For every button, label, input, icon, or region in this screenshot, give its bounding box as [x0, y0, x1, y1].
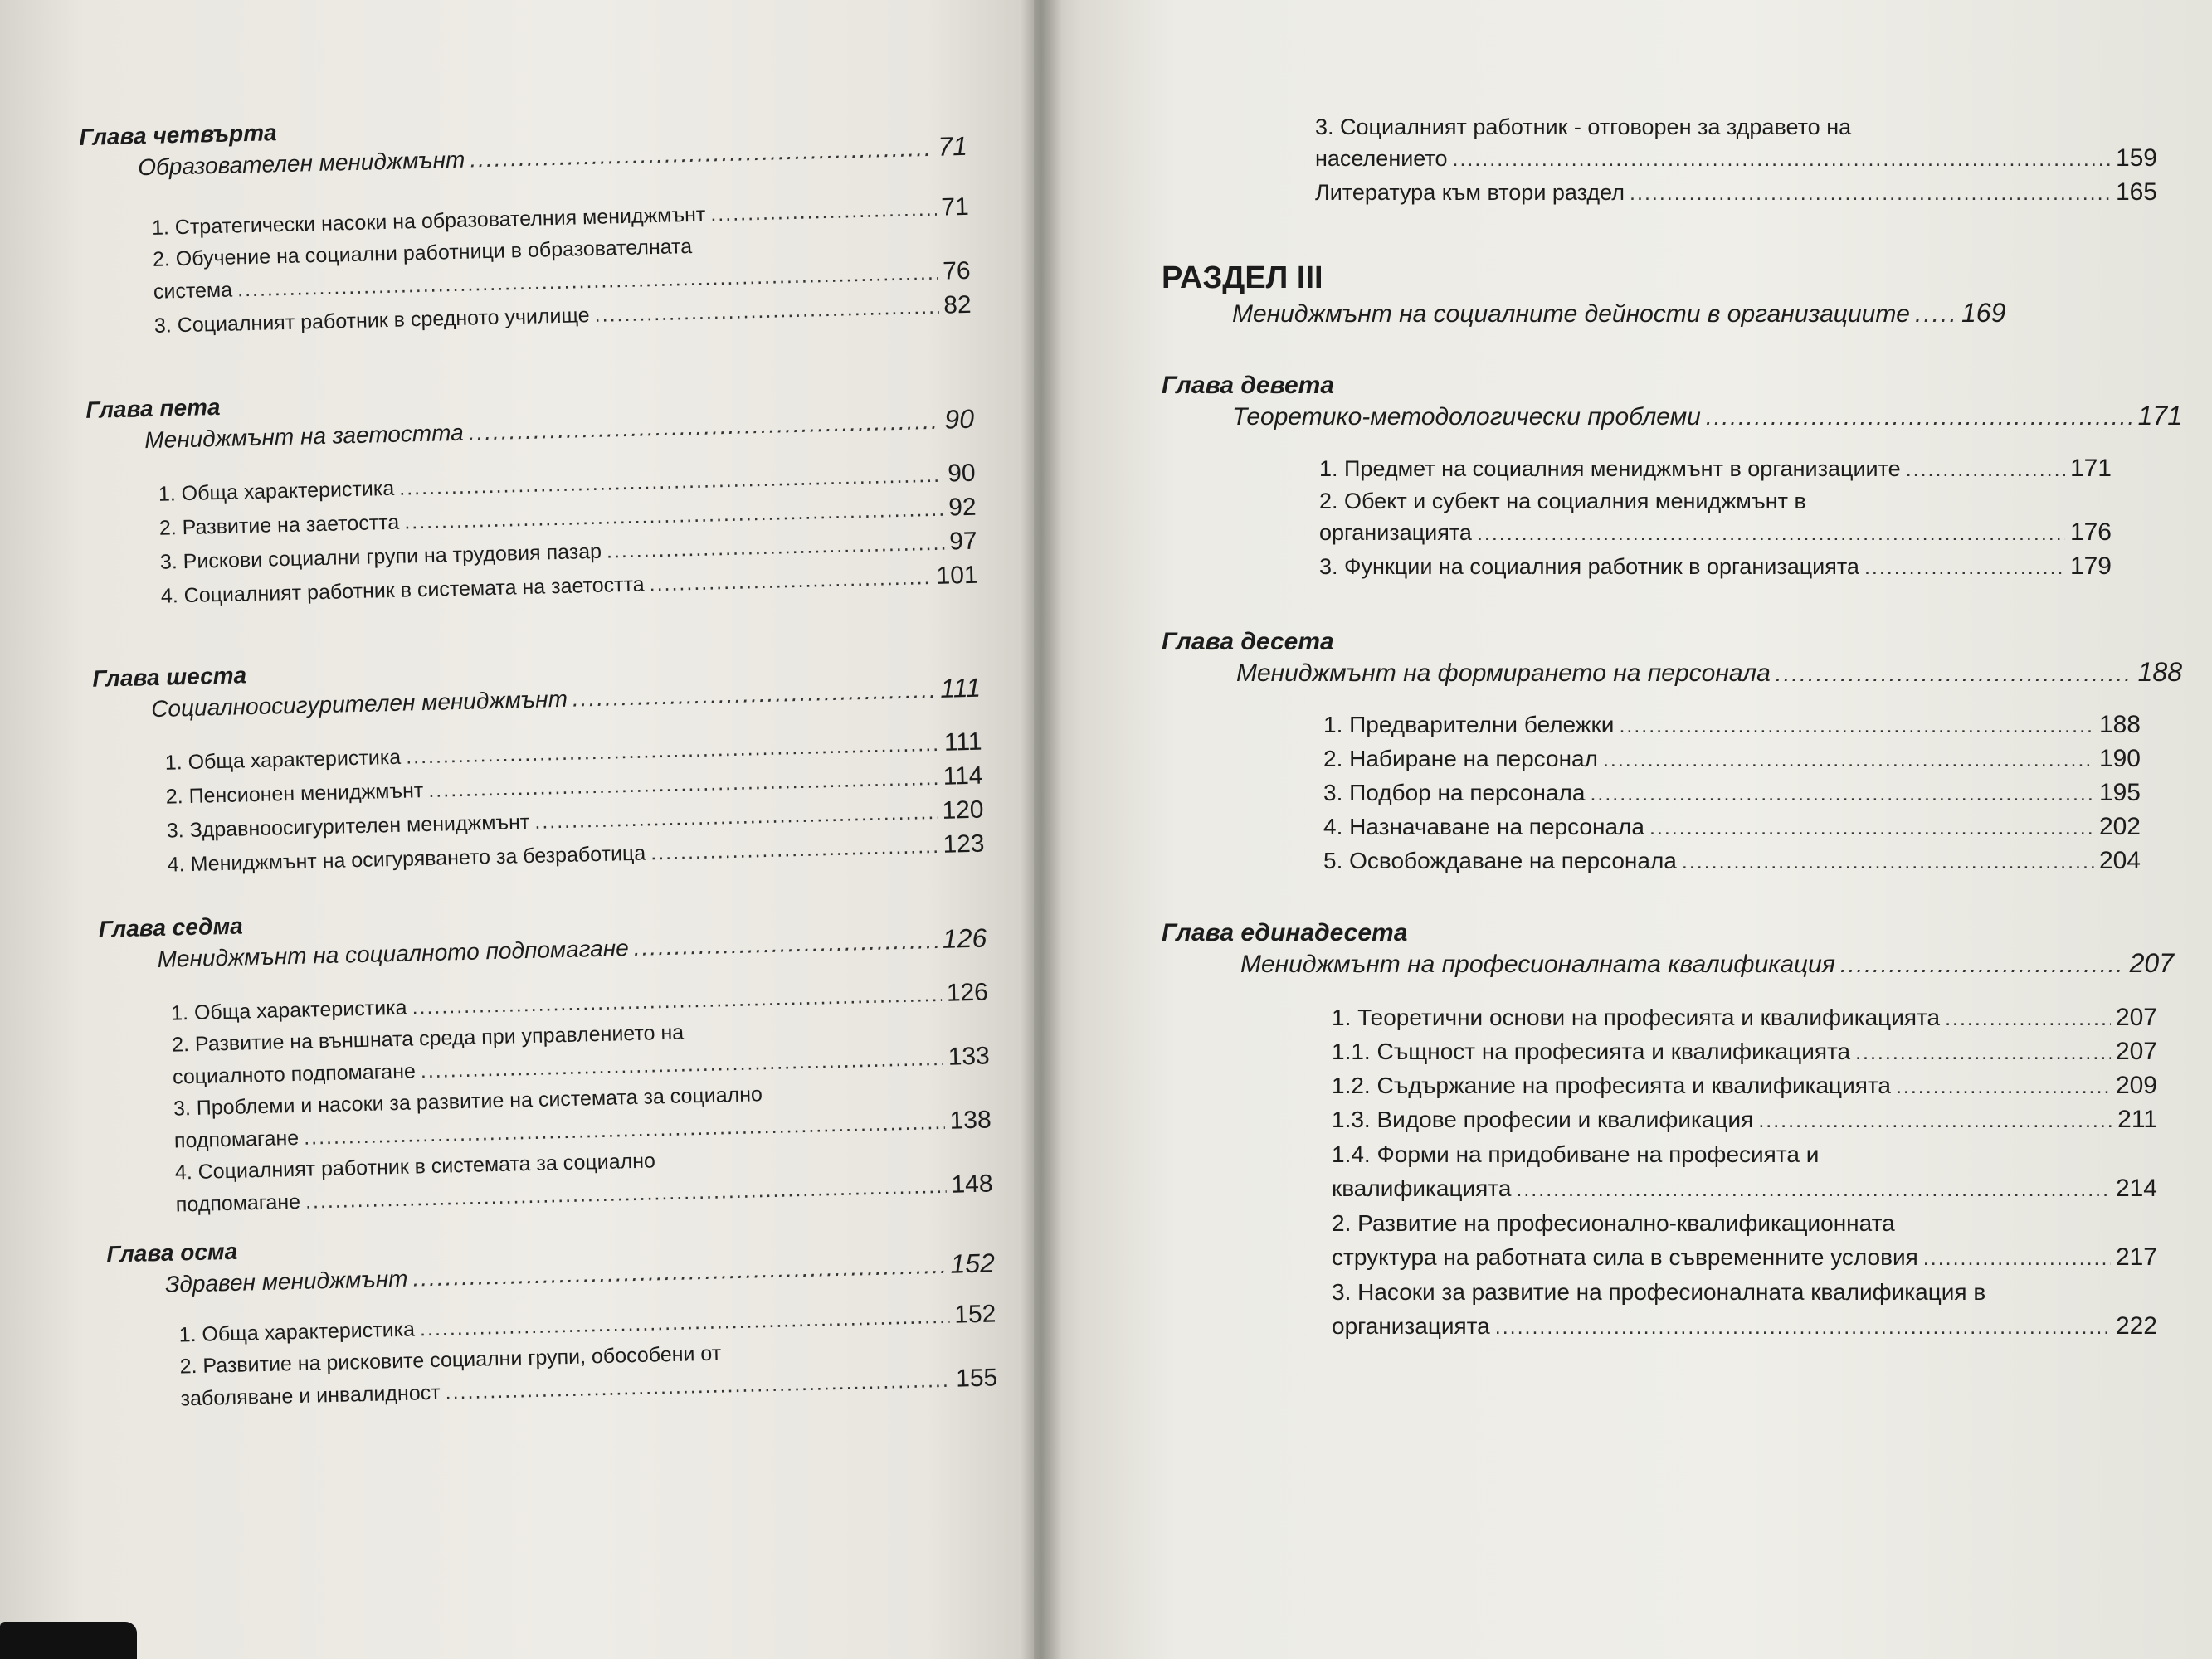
right-toc: [1162, 112, 2182, 1344]
chapter-title-row: Мениджмънт на професионалната квалификация ..... 207: [1162, 946, 2174, 981]
chapter-4: [79, 103, 972, 344]
toc-item: подпомагане ..... 138: [103, 1103, 992, 1159]
toc-item: 1. Обща характеристика ..... 111: [94, 726, 982, 781]
part-title-row: Мениджмънт на социалните дейности в организациите ..... 169: [1162, 296, 2174, 331]
chapter-title: Образователен мениджмънт: [137, 146, 465, 181]
continued-items: [1162, 112, 2157, 210]
toc-item: 5. Освобождаване на персонала ..... 204: [1323, 844, 2141, 878]
chapter-title-row: Мениджмънт на заетостта ..... 90: [86, 402, 975, 459]
chapter-label: Глава осма: [105, 1238, 238, 1267]
toc-item: 4. Мениджмънт на осигуряването за безработица ..... 123: [96, 828, 985, 883]
chapter-label: Глава шеста: [91, 662, 247, 692]
toc-item: система ..... 76: [82, 255, 971, 310]
toc-item: 1. Обща характеристика ..... 152: [108, 1297, 996, 1353]
chapter-7: [98, 895, 993, 1224]
chapter-label: Глава пета: [85, 393, 221, 423]
left-page: [0, 0, 1052, 1659]
toc-item: 3. Функции на социалния работник в организацията ..... 179: [1319, 550, 2112, 584]
toc-item: 2. Развитие на заетостта ..... 92: [88, 491, 977, 547]
toc-item: 1. Предмет на социалния мениджмънт в организациите ..... 171: [1319, 452, 2112, 486]
toc-item: 1.2. Съдържание на професията и квалификацията ..... 209: [1332, 1069, 2157, 1103]
part-3: [1162, 260, 2157, 331]
chapter-title: Мениджмънт на заетостта: [144, 419, 465, 454]
toc-item: 2. Пенсионен мениджмънт ..... 114: [95, 760, 983, 815]
chapter-title-row: Мениджмънт на социалното подпомагане ..... 126: [99, 922, 987, 978]
binding-edge: [0, 1622, 137, 1659]
chapter-9: [1162, 372, 2182, 584]
toc-item: 2. Набиране на персонал ..... 190: [1323, 742, 2141, 776]
chapter-label: Глава седма: [98, 912, 244, 942]
toc-item-wrap: 1.4. Форми на придобиване на професията и: [1332, 1141, 1820, 1167]
chapter-11: [1162, 919, 2174, 1344]
chapter-title: Социалноосигурителен мениджмънт: [150, 685, 568, 722]
toc-item-wrap: 3. Социалният работник - отговорен за здравето на: [1315, 114, 1852, 139]
toc-item-wrap: 2. Обучение на социални работници в образователната: [152, 234, 693, 271]
chapter-6: [92, 645, 985, 883]
chapter-title-row: Теоретико-методологически проблеми ..... 171: [1162, 399, 2182, 434]
toc-item-wrap: 4. Социалният работник в системата за социално: [174, 1149, 656, 1185]
toc-item: 3. Подбор на персонала ..... 195: [1323, 776, 2141, 810]
chapter-label: Глава единадесета: [1162, 919, 1408, 946]
toc-item: 3. Здравноосигурителен мениджмънт ..... 120: [95, 794, 984, 849]
toc-item-wrap: 2. Обект и субект на социалния мениджмънт в: [1319, 489, 1806, 513]
left-toc: [79, 103, 998, 1418]
chapter-title-row: Социалноосигурителен мениджмънт ..... 111: [93, 671, 982, 727]
toc-item-wrap: 2. Развитие на професионално-квалификационната: [1332, 1210, 1895, 1236]
toc-item: Литература към втори раздел ..... 165: [1315, 176, 2157, 210]
toc-item: подпомагане ..... 148: [105, 1167, 993, 1223]
chapter-label: Глава четвърта: [79, 119, 278, 150]
toc-item: заболяване и инвалидност ..... 155: [110, 1361, 998, 1417]
chapter-10: [1162, 628, 2182, 878]
chapter-8: [106, 1219, 998, 1417]
toc-item-wrap: 2. Развитие на рисковите социални групи, обособени от: [179, 1341, 722, 1379]
toc-item: населението ..... 159: [1315, 142, 2157, 176]
page-number: 71: [937, 130, 968, 162]
chapter-title: Теоретико-методологически проблеми: [1232, 403, 1701, 431]
chapter-title: Здравен мениджмънт: [164, 1265, 408, 1297]
toc-item: 3. Социалният работник в средното училище ..... 82: [83, 289, 972, 344]
part-title: Мениджмънт на социалните дейности в организациите: [1232, 300, 1910, 328]
toc-item: квалификацията ..... 214: [1332, 1172, 2157, 1206]
toc-item-wrap: 3. Насоки за развитие на професионалната квалификация в: [1332, 1279, 1986, 1305]
toc-item: 1. Предварителни бележки ..... 188: [1323, 708, 2141, 742]
toc-item: 1. Теоретични основи на професията и квалификацията ..... 207: [1332, 1001, 2157, 1035]
toc-item: организацията ..... 176: [1319, 516, 2112, 550]
chapter-title-row: Мениджмънт на формирането на персонала ..... 188: [1162, 655, 2182, 690]
chapter-title: Мениджмънт на социалното подпомагане: [157, 935, 630, 972]
toc-item: социалното подпомагане ..... 133: [102, 1040, 991, 1096]
chapter-title-row: Здравен мениджмънт ..... 152: [107, 1246, 996, 1302]
toc-item-wrap: 3. Проблеми и насоки за развитие на системата за социално: [173, 1082, 763, 1121]
toc-item: 3. Рискови социални групи на трудовия пазар ..... 97: [89, 525, 977, 581]
part-label: РАЗДЕЛ III: [1162, 260, 1323, 295]
toc-item-wrap: 2. Развитие на външната среда при управлението на: [171, 1020, 685, 1057]
toc-item: 4. Назначаване на персонала ..... 202: [1323, 810, 2141, 844]
toc-item: структура на работната сила в съвременните условия ..... 217: [1332, 1241, 2157, 1275]
toc-item: 1. Обща характеристика ..... 90: [87, 457, 976, 513]
toc-item: 1. Обща характеристика ..... 126: [100, 976, 989, 1032]
toc-item: 1.3. Видове професии и квалификация ..... 211: [1332, 1103, 2157, 1137]
toc-item: 1.1. Същност на професията и квалификацията ..... 207: [1332, 1035, 2157, 1069]
toc-item: 1. Стратегически насоки на образователния мениджмънт ..... 71: [81, 191, 970, 246]
chapter-5: [85, 376, 978, 615]
chapter-label: Глава десета: [1162, 628, 1334, 655]
toc-item: 4. Социалният работник в системата на заетостта ..... 101: [90, 559, 978, 615]
chapter-title: Мениджмънт на професионалната квалификация: [1240, 951, 1835, 978]
chapter-title: Мениджмънт на формирането на персонала: [1236, 659, 1771, 687]
toc-item: организацията ..... 222: [1332, 1310, 2157, 1344]
chapter-label: Глава девета: [1162, 372, 1335, 399]
